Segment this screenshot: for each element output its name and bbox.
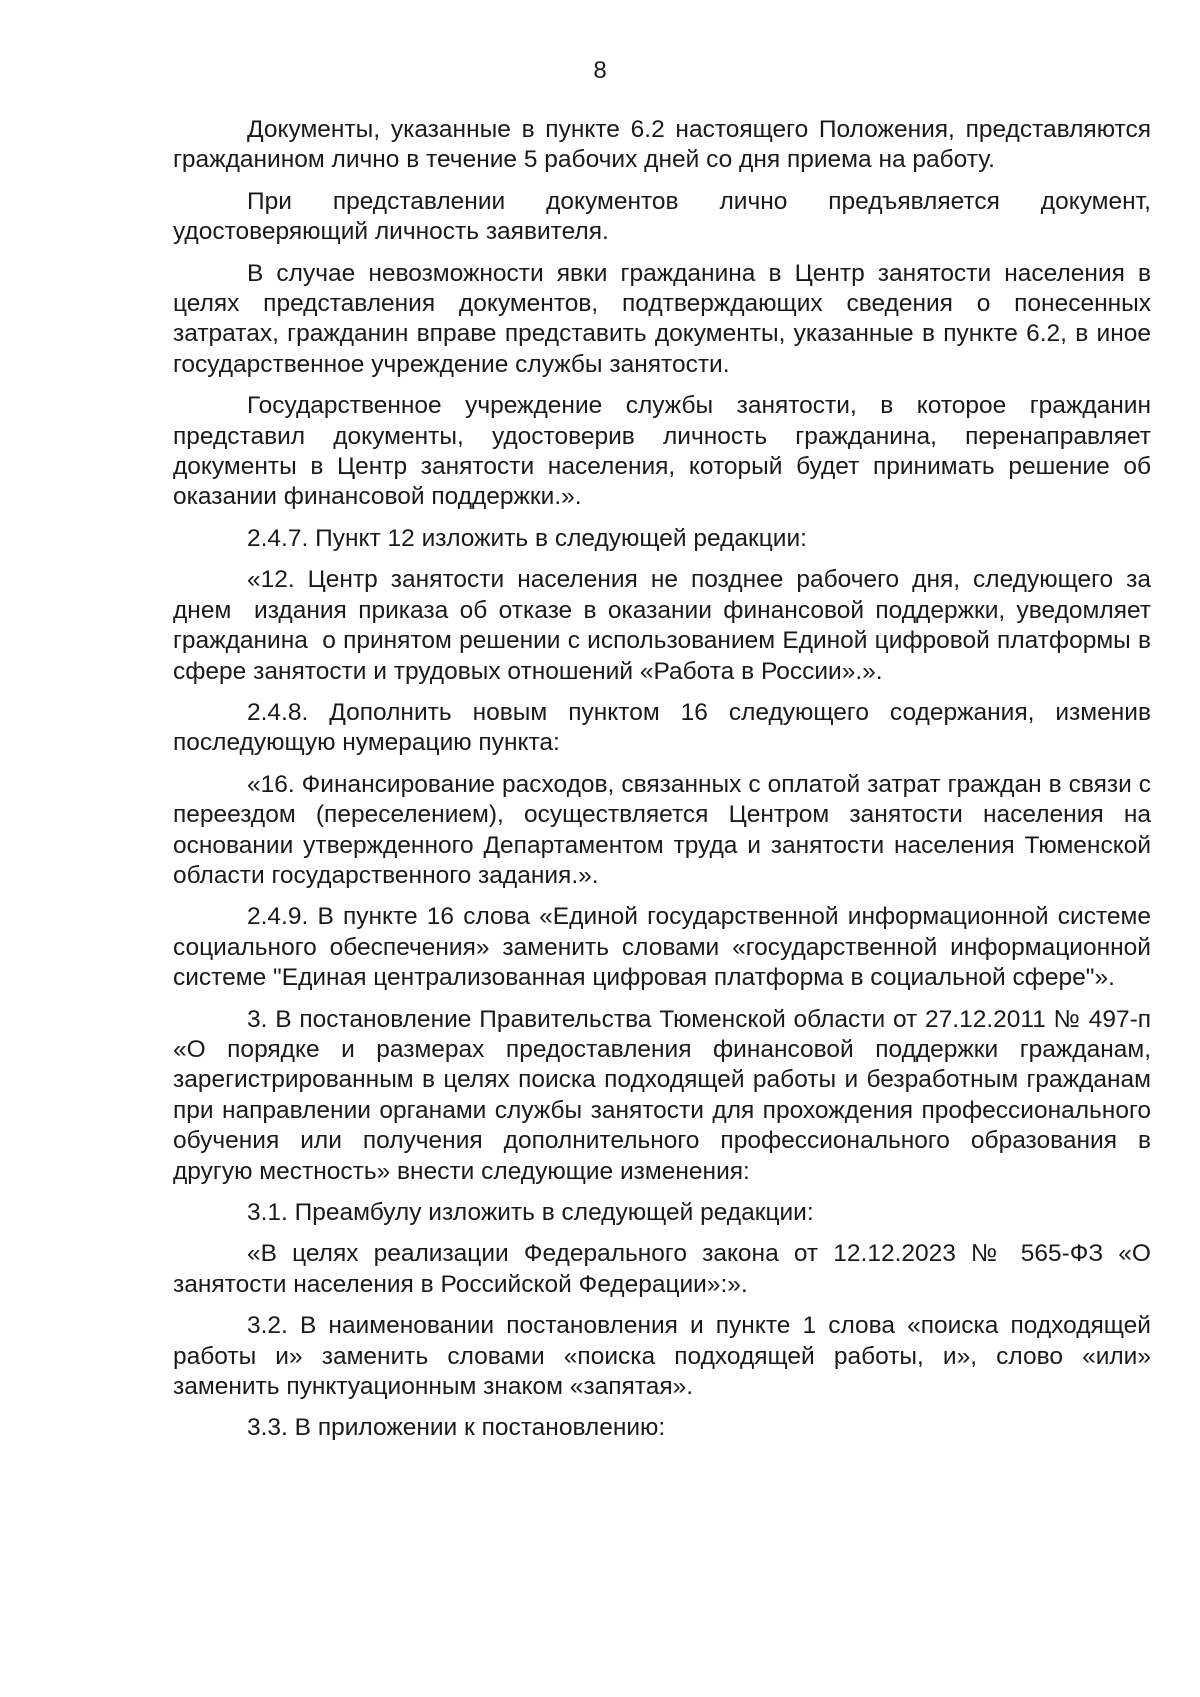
paragraph-item-2-4-8: 2.4.8. Дополнить новым пунктом 16 следующего содержания, изменив последующую нумерацию пункта: bbox=[173, 698, 1158, 757]
paragraph-item-16-text: «16. Финансирование расходов, связанных с оплатой затрат граждан в связи с переездом (переселением), осуществляется Центром занятости населения на основании утвержденного Департаментом труда и занятости населения Тюменской области государственного задания.». bbox=[173, 770, 1158, 889]
paragraph-item-3-3: 3.3. В приложении к постановлению: bbox=[247, 1414, 666, 1442]
page-number: 8 bbox=[593, 57, 607, 84]
paragraph-identity-document: При представлении документов лично предъявляется документ, удостоверяющий личность заявителя. bbox=[173, 187, 1158, 246]
paragraph-item-2-4-9: 2.4.9. В пункте 16 слова «Единой государственной информационной системе социального обеспечения» заменить словами «государственной информационной системе "Единая централизованная цифровая платформа в социальной сфере"». bbox=[173, 903, 1158, 992]
paragraph-preamble-text: «В целях реализации Федерального закона от 12.12.2023 № 565-ФЗ «О занятости населения в Российской Федерации»:». bbox=[173, 1240, 1158, 1298]
paragraph-item-3-2: 3.2. В наименовании постановления и пункте 1 слова «поиска подходящей работы и» заменить словами «поиска подходящей работы, и», слово «или» заменить пунктуационным знаком «запятая». bbox=[173, 1312, 1158, 1401]
paragraph-alternative-submission: В случае невозможности явки гражданина в Центр занятости населения в целях представления документов, подтверждающих сведения о понесенных затратах, гражданин вправе представить документы, указанные в пункте 6.2, в иное государственное учреждение службы занятости. bbox=[173, 259, 1158, 378]
paragraph-redirect-documents: Государственное учреждение службы занятости, в которое гражданин представил документы, удостоверив личность гражданина, перенаправляет документы в Центр занятости населения, который будет принимать решение об оказании финансовой поддержки.». bbox=[173, 392, 1158, 511]
paragraph-item-3-1: 3.1. Преамбулу изложить в следующей редакции: bbox=[247, 1199, 814, 1226]
paragraph-item-12-text: «12. Центр занятости населения не позднее рабочего дня, следующего за днем издания приказа об отказе в оказании финансовой поддержки, уведомляет гражданина о принятом решении с использованием Единой цифровой платформы в сфере занятости и трудовых отношений «Работа в России».». bbox=[173, 566, 1158, 685]
paragraph-documents-submission: Документы, указанные в пункте 6.2 настоящего Положения, представляются гражданином лично в течение 5 рабочих дней со дня приема на работу. bbox=[173, 116, 1158, 174]
paragraph-item-3: 3. В постановление Правительства Тюменской области от 27.12.2011 № 497-п «О порядке и размерах предоставления финансовой поддержки гражданам, зарегистрированным в целях поиска подходящей работы и безработным гражданам при направлении органами службы занятости для прохождения профессионального обучения или получения дополнительного профессионального образования в другую местность» внести следующие изменения: bbox=[173, 1005, 1158, 1185]
paragraph-item-2-4-7: 2.4.7. Пункт 12 изложить в следующей редакции: bbox=[247, 524, 807, 552]
document-body bbox=[173, 115, 1158, 1455]
